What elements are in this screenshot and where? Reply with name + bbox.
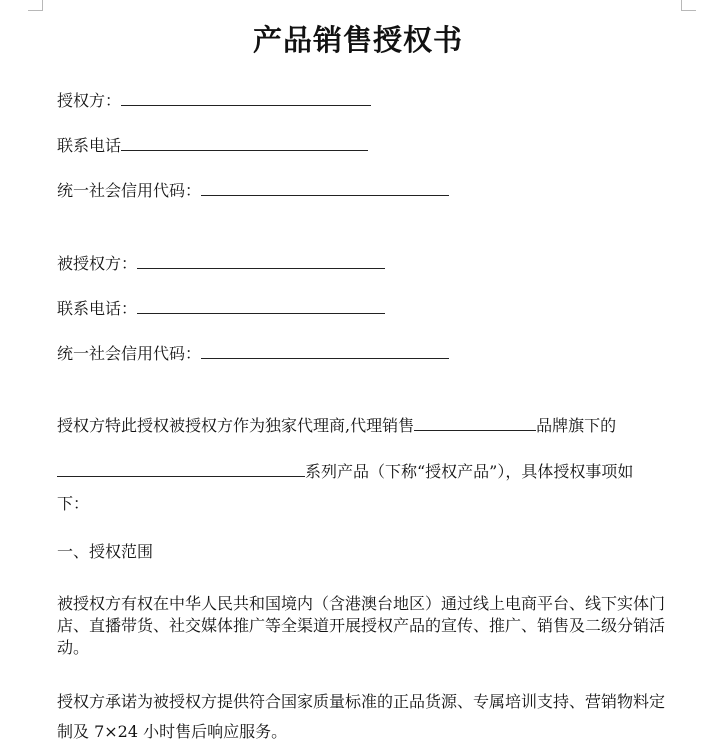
grantee-phone-label: 联系电话： (57, 299, 138, 318)
grantee-name-blank[interactable] (137, 252, 385, 269)
grantee-credit-code-blank[interactable] (201, 342, 449, 359)
grantor-name-line (57, 89, 371, 111)
intro-line-2 (57, 460, 633, 482)
grantee-name-label: 被授权方： (57, 254, 138, 273)
page-corner-mark-right (681, 0, 696, 11)
grantor-name-label: 授权方： (57, 91, 122, 110)
intro-line-1 (57, 414, 616, 436)
intro-text-2: 品牌旗下的 (536, 416, 617, 435)
grantee-name-line (57, 252, 385, 274)
paragraph-commitment: 授权方承诺为被授权方提供符合国家质量标准的正品货源、专属培训支持、营销物料定制及 7×24 小时售后响应服务。 (57, 692, 666, 741)
section-heading: 一、授权范围 (57, 542, 154, 561)
grantee-credit-code-line (57, 342, 449, 364)
grantor-phone-line (57, 134, 368, 156)
intro-text-3: 系列产品（下称“授权产品”），具体授权事项如 (305, 462, 634, 481)
grantor-phone-blank[interactable] (121, 134, 368, 151)
grantee-phone-blank[interactable] (137, 297, 385, 314)
intro-line-3 (57, 494, 89, 514)
paragraph-scope: 被授权方有权在中华人民共和国境内（含港澳台地区）通过线上电商平台、线下实体门店、直播带货、社交媒体推广等全渠道开展授权产品的宣传、推广、销售及二级分销活动。 (57, 594, 666, 657)
grantor-credit-code-blank[interactable] (201, 179, 449, 196)
grantor-phone-label: 联系电话 (57, 136, 122, 155)
document-title: 产品销售授权书 (252, 23, 463, 57)
grantor-name-blank[interactable] (121, 89, 371, 106)
page-corner-mark-left (28, 0, 43, 11)
grantor-credit-code-label: 统一社会信用代码： (57, 181, 202, 200)
intro-text-1: 授权方特此授权被授权方作为独家代理商,代理销售 (57, 416, 415, 435)
grantee-phone-line (57, 297, 385, 319)
brand-blank[interactable] (414, 414, 536, 431)
series-blank[interactable] (57, 460, 305, 477)
grantee-credit-code-label: 统一社会信用代码： (57, 344, 202, 363)
intro-text-4: 下： (57, 494, 90, 513)
grantor-credit-code-line (57, 179, 449, 201)
